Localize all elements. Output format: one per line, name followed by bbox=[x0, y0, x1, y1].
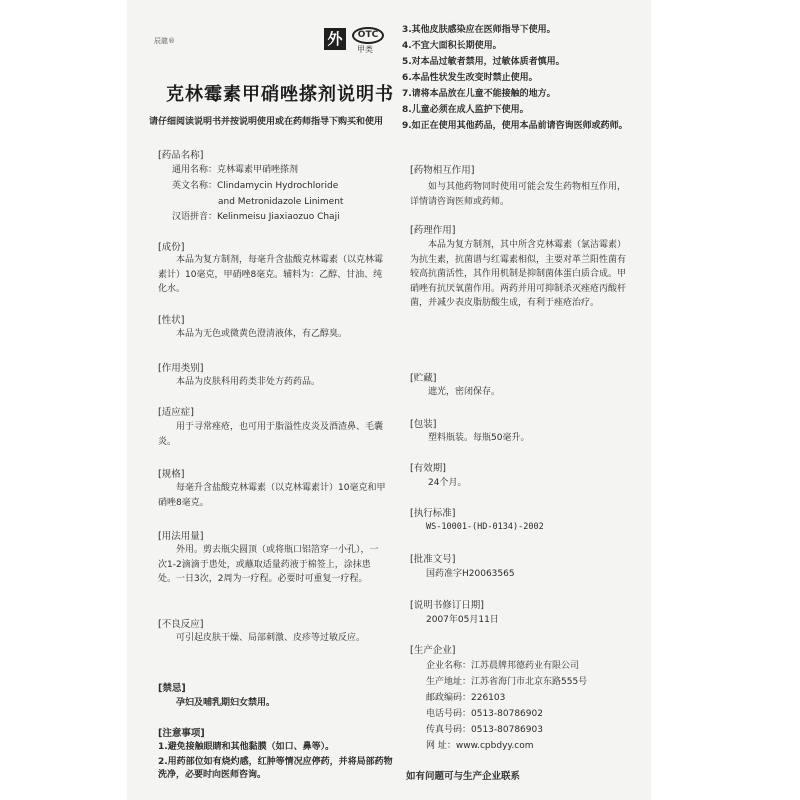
usage-warning: 请仔细阅读说明书并按说明使用或在药师指导下购买和使用 bbox=[149, 117, 384, 127]
manufacturer-address: 生产地址：江苏省海门市北京东路555号 bbox=[426, 677, 588, 687]
precaution-item-7: 7.请将本品放在儿童不能接触的地方。 bbox=[402, 89, 556, 99]
section-header-storage: [贮藏] bbox=[410, 373, 437, 384]
external-use-badge: 外 bbox=[324, 28, 346, 50]
pharmacology-text: 本品为复方制剂，其中所含克林霉素（氯洁霉素）为抗生素，抗菌谱与红霉素相似，主要对革兰阳性菌有较高抗菌活性，其作用机制是抑制菌体蛋白质合成。甲硝唑有抗厌氧菌作用。两药并用可抑制杀灭痤疮丙酸杆菌，并减少表皮脂肪酸生成，有利于痤疮治疗。 bbox=[410, 240, 627, 308]
right-column bbox=[396, 0, 646, 800]
section-header-package: [包装] bbox=[410, 419, 437, 430]
manufacturer-fax: 传真号码：0513-80786903 bbox=[426, 725, 543, 735]
manufacturer-postal: 邮政编码：226103 bbox=[426, 693, 506, 703]
interactions-text: 如与其他药物同时使用可能会发生药物相互作用，详情请咨询医师或药师。 bbox=[410, 182, 627, 207]
section-header-dosage: [用法用量] bbox=[158, 531, 204, 542]
precaution-item-6: 6.本品性状发生改变时禁止使用。 bbox=[402, 73, 538, 83]
otc-badge: OTC bbox=[352, 27, 384, 44]
section-header-interactions: [药物相互作用] bbox=[410, 165, 475, 176]
category-text: 本品为皮肤科用药类非处方药药品。 bbox=[176, 377, 321, 387]
indications-text: 用于寻常痤疮，也可用于脂溢性皮炎及酒渣鼻、毛囊炎。 bbox=[158, 422, 384, 447]
manufacturer-website: 网 址：www.cpbdyy.com bbox=[426, 741, 534, 751]
precaution-item-5: 5.对本品过敏者禁用，过敏体质者慎用。 bbox=[402, 57, 565, 67]
section-header-validity: [有效期] bbox=[410, 463, 446, 474]
generic-name: 通用名称：克林霉素甲硝唑搽剂 bbox=[172, 165, 299, 175]
precaution-item-2: 2.用药部位如有烧灼感，红肿等情况应停药，并将局部药物洗净，必要时向医师咨询。 bbox=[158, 757, 393, 780]
leaflet-sheet bbox=[128, 0, 650, 800]
section-header-composition: [成份] bbox=[158, 242, 185, 253]
precaution-item-1: 1.避免接触眼睛和其他黏膜（如口、鼻等）。 bbox=[158, 742, 335, 752]
section-header-drug-name: [药品名称] bbox=[158, 150, 204, 161]
section-header-precautions: [注意事项] bbox=[158, 728, 205, 739]
section-header-adverse-reactions: [不良反应] bbox=[158, 619, 204, 630]
approval-text: 国药准字H20063565 bbox=[426, 569, 515, 579]
contact-note: 如有问题可与生产企业联系 bbox=[406, 771, 521, 782]
precaution-item-4: 4.不宜大面积长期使用。 bbox=[402, 41, 502, 51]
description-text: 本品为无色或微黄色澄清液体，有乙醇臭。 bbox=[176, 329, 348, 339]
package-text: 塑料瓶装。每瓶50毫升。 bbox=[428, 433, 530, 443]
section-header-pharmacology: [药理作用] bbox=[410, 225, 456, 236]
document-title: 克林霉素甲硝唑搽剂说明书 bbox=[166, 84, 394, 105]
section-header-indications: [适应症] bbox=[158, 407, 194, 418]
section-header-description: [性状] bbox=[158, 315, 185, 326]
specification-text: 每毫升含盐酸克林霉素（以克林霉素计）10毫克和甲硝唑8毫克。 bbox=[158, 483, 386, 508]
storage-text: 遮光，密闭保存。 bbox=[428, 387, 501, 397]
dosage-text: 外用。剪去瓶尖圆顶（或将瓶口铝箔穿一小孔），一次1-2滴滴于患处，或蘸取适量药液于棉签上，涂抹患处。一日3次，2周为一疗程。必要时可重复一疗程。 bbox=[158, 545, 379, 584]
validity-text: 24个月。 bbox=[428, 478, 467, 488]
english-name-line-2: and Metronidazole Liniment bbox=[218, 197, 344, 207]
manufacturer-phone: 电话号码：0513-80786902 bbox=[426, 709, 543, 719]
precaution-item-3: 3.其他皮肤感染应在医师指导下使用。 bbox=[402, 25, 556, 35]
english-name-line-1: 英文名称：Clindamycin Hydrochloride bbox=[172, 181, 339, 191]
left-column bbox=[144, 0, 394, 800]
otc-class-label: 甲类 bbox=[357, 45, 373, 54]
standard-text: WS-10001-(HD-0134)-2002 bbox=[426, 522, 544, 532]
composition-text: 本品为复方制剂，每毫升含盐酸克林霉素（以克林霉素计）10毫克，甲硝唑8毫克。辅料为：乙醇、甘油、纯化水。 bbox=[158, 255, 384, 294]
section-header-contraindications: [禁忌] bbox=[158, 683, 186, 694]
precaution-item-8: 8.儿童必须在成人监护下使用。 bbox=[402, 105, 529, 115]
pinyin-name: 汉语拼音：Kelinmeisu Jiaxiaozuo Chaji bbox=[172, 212, 340, 222]
section-header-specification: [规格] bbox=[158, 469, 185, 480]
brand-logo: 辰龍® bbox=[154, 37, 175, 45]
section-header-standard: [执行标准] bbox=[410, 508, 456, 519]
section-header-approval: [批准文号] bbox=[410, 554, 456, 565]
adverse-reactions-text: 可引起皮肤干燥、局部刺激、皮疹等过敏反应。 bbox=[176, 633, 366, 643]
precaution-item-9: 9.如正在使用其他药品，使用本品前请咨询医师或药师。 bbox=[402, 121, 628, 131]
revision-date-text: 2007年05月11日 bbox=[426, 615, 499, 625]
section-header-revision-date: [说明书修订日期] bbox=[410, 600, 484, 611]
manufacturer-name: 企业名称：江苏晨牌邦德药业有限公司 bbox=[426, 661, 580, 671]
section-header-category: [作用类别] bbox=[158, 363, 204, 374]
contraindications-text: 孕妇及哺乳期妇女禁用。 bbox=[176, 698, 276, 708]
section-header-manufacturer: [生产企业] bbox=[410, 645, 456, 656]
